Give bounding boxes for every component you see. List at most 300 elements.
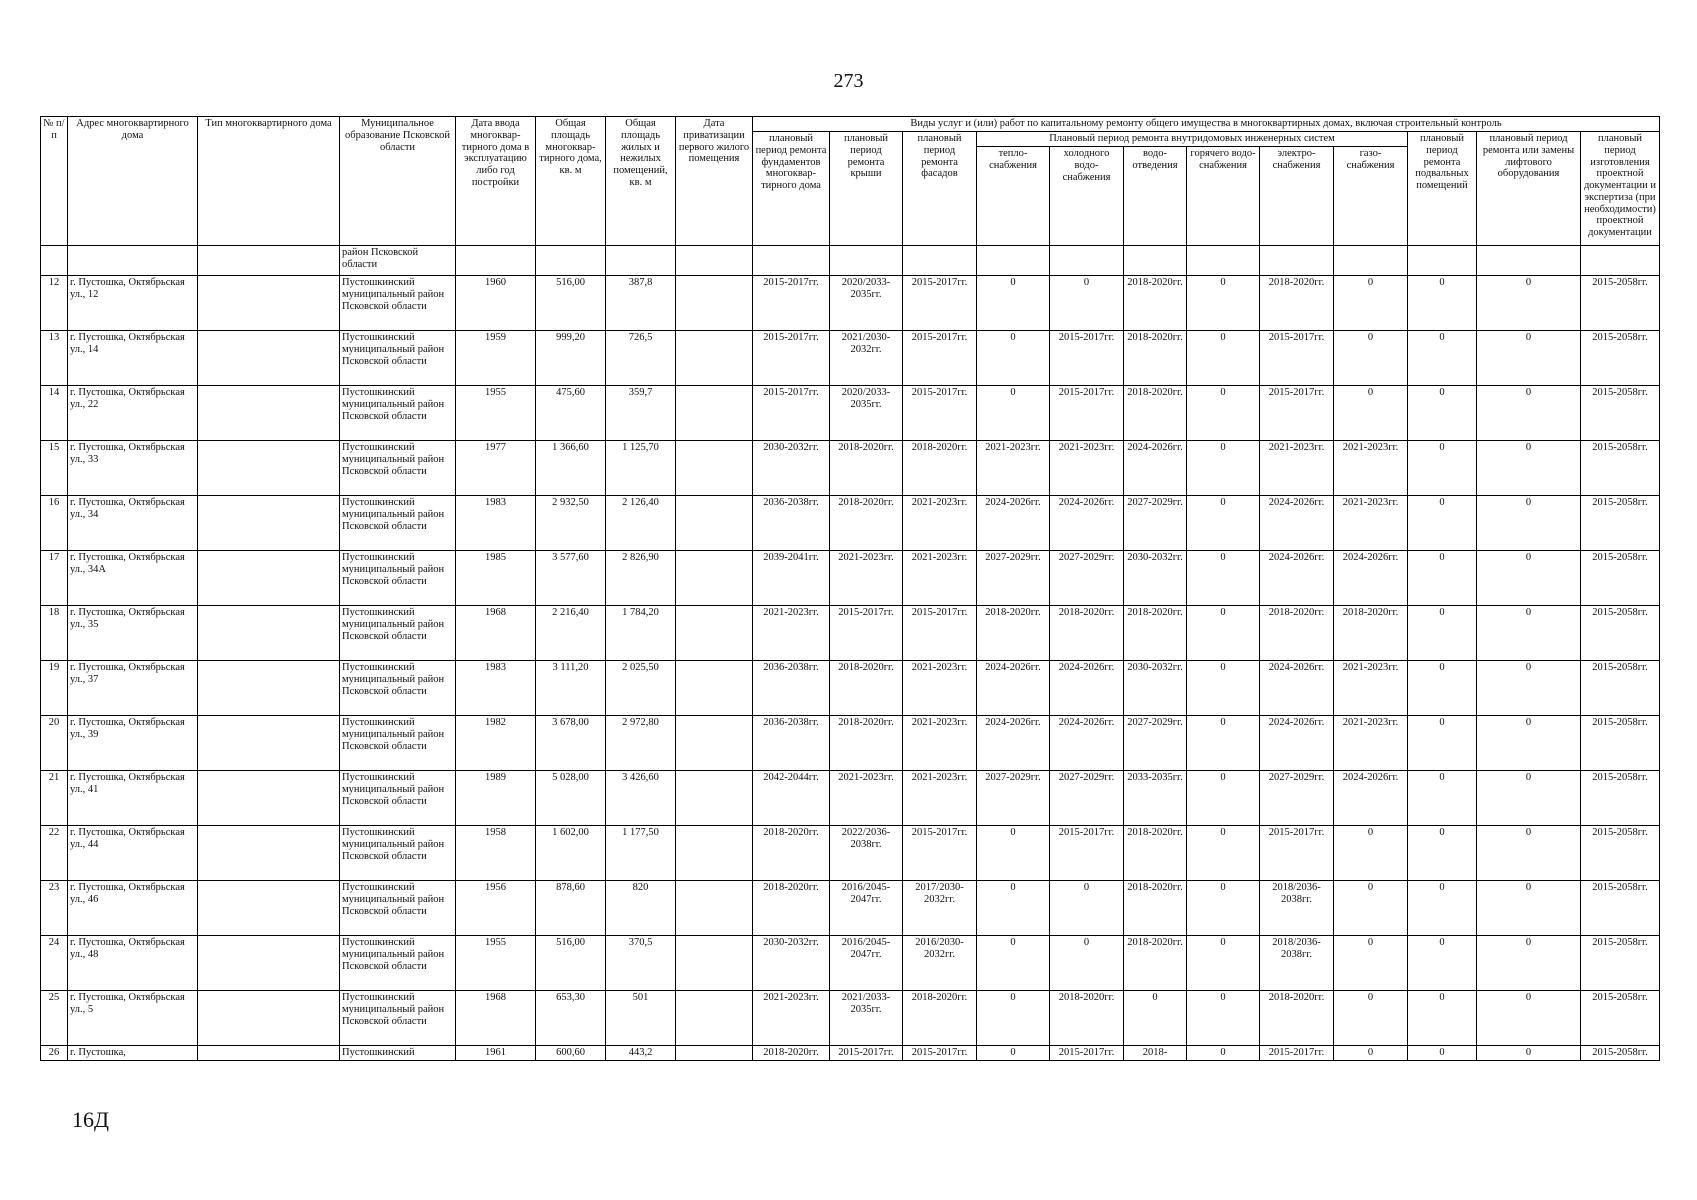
cell-heating: 0 bbox=[977, 1046, 1050, 1061]
cell-roof: 2016/2045-2047гг. bbox=[830, 936, 903, 991]
cell-cold-water: 2021-2023гг. bbox=[1050, 441, 1124, 496]
cell-foundation: 2015-2017гг. bbox=[753, 331, 830, 386]
cell-sewerage: 2018- bbox=[1124, 1046, 1187, 1061]
cell-total-area: 516,00 bbox=[536, 276, 606, 331]
cell-cold-water: 2027-2029гг. bbox=[1050, 771, 1124, 826]
cell-sewerage: 2027-2029гг. bbox=[1124, 716, 1187, 771]
cell-foundation: 2036-2038гг. bbox=[753, 496, 830, 551]
cell-electricity: 2015-2017гг. bbox=[1260, 1046, 1334, 1061]
cell-foundation: 2015-2017гг. bbox=[753, 276, 830, 331]
cell-elevator: 0 bbox=[1477, 496, 1581, 551]
cell-year: 1968 bbox=[456, 606, 536, 661]
cell-total-area: 600,60 bbox=[536, 1046, 606, 1061]
cell-address: г. Пустошка, Октябрьская ул., 22 bbox=[68, 386, 198, 441]
cell-cold-water: 2015-2017гг. bbox=[1050, 386, 1124, 441]
cell-num: 23 bbox=[41, 881, 68, 936]
cell-roof: 2018-2020гг. bbox=[830, 496, 903, 551]
cell-num: 14 bbox=[41, 386, 68, 441]
cell-year: 1958 bbox=[456, 826, 536, 881]
cell-basement: 0 bbox=[1408, 991, 1477, 1046]
cell-num: 15 bbox=[41, 441, 68, 496]
cell-electricity: 2021-2023гг. bbox=[1260, 441, 1334, 496]
header-engineering-group: Плановый период ремонта внутридомовых инженерных систем bbox=[977, 132, 1408, 147]
cell-type bbox=[198, 826, 340, 881]
cell-design: 2015-2058гг. bbox=[1581, 661, 1660, 716]
cell-privatization bbox=[676, 386, 753, 441]
header-foundation: плановый период ремонта фундаментов многоквар-тирного дома bbox=[753, 132, 830, 246]
cell-cold-water: 0 bbox=[1050, 881, 1124, 936]
cell-sewerage: 2018-2020гг. bbox=[1124, 826, 1187, 881]
cell-facade: 2021-2023гг. bbox=[903, 661, 977, 716]
cell-basement: 0 bbox=[1408, 936, 1477, 991]
page-number: 273 bbox=[833, 70, 864, 92]
cell-living-area: 2 972,80 bbox=[606, 716, 676, 771]
cell-sewerage: 2030-2032гг. bbox=[1124, 551, 1187, 606]
cell-hot-water: 0 bbox=[1187, 936, 1260, 991]
cell-sewerage: 2027-2029гг. bbox=[1124, 496, 1187, 551]
cell-facade: 2021-2023гг. bbox=[903, 771, 977, 826]
cell-address: г. Пустошка, Октябрьская ул., 41 bbox=[68, 771, 198, 826]
cell-foundation: 2030-2032гг. bbox=[753, 936, 830, 991]
cell-facade: 2016/2030-2032гг. bbox=[903, 936, 977, 991]
cell-num: 22 bbox=[41, 826, 68, 881]
cell-sewerage: 2018-2020гг. bbox=[1124, 276, 1187, 331]
cell-electricity: 2015-2017гг. bbox=[1260, 386, 1334, 441]
cell-elevator: 0 bbox=[1477, 991, 1581, 1046]
cell-living-area: 1 177,50 bbox=[606, 826, 676, 881]
table-row bbox=[41, 771, 1660, 826]
table-row bbox=[41, 386, 1660, 441]
header-privatization-date: Дата приватизации первого жилого помещения bbox=[676, 117, 753, 246]
cell-total-area: 516,00 bbox=[536, 936, 606, 991]
cell-address: г. Пустошка, Октябрьская ул., 39 bbox=[68, 716, 198, 771]
cell-design: 2015-2058гг. bbox=[1581, 991, 1660, 1046]
cell-electricity: 2018/2036-2038гг. bbox=[1260, 936, 1334, 991]
header-elevator: плановый период ремонта или замены лифтового оборудования bbox=[1477, 132, 1581, 246]
cell-facade: 2018-2020гг. bbox=[903, 991, 977, 1046]
cell-sewerage: 2024-2026гг. bbox=[1124, 441, 1187, 496]
cell-design: 2015-2058гг. bbox=[1581, 936, 1660, 991]
cell-foundation: 2039-2041гг. bbox=[753, 551, 830, 606]
cell-gas: 0 bbox=[1334, 1046, 1408, 1061]
cell-municipality: Пустошкинский муниципальный район Псковской области bbox=[340, 551, 456, 606]
table-row bbox=[41, 991, 1660, 1046]
cell-electricity: 2015-2017гг. bbox=[1260, 331, 1334, 386]
cell-sewerage: 2030-2032гг. bbox=[1124, 661, 1187, 716]
cell-facade: 2015-2017гг. bbox=[903, 606, 977, 661]
cell-hot-water: 0 bbox=[1187, 826, 1260, 881]
cell-heating: 2018-2020гг. bbox=[977, 606, 1050, 661]
cell-heating: 0 bbox=[977, 386, 1050, 441]
cell-heating: 0 bbox=[977, 826, 1050, 881]
table-row bbox=[41, 276, 1660, 331]
cell-sewerage: 2018-2020гг. bbox=[1124, 331, 1187, 386]
table-header bbox=[41, 117, 1660, 246]
cell-living-area: 370,5 bbox=[606, 936, 676, 991]
cell-design: 2015-2058гг. bbox=[1581, 771, 1660, 826]
cell-num: 19 bbox=[41, 661, 68, 716]
cell-elevator: 0 bbox=[1477, 881, 1581, 936]
header-municipality: Муниципальное образование Псковской области bbox=[340, 117, 456, 246]
cell-year: 1968 bbox=[456, 991, 536, 1046]
cell-design: 2015-2058гг. bbox=[1581, 826, 1660, 881]
cell-num: 17 bbox=[41, 551, 68, 606]
cell-type bbox=[198, 386, 340, 441]
cell-municipality: Пустошкинский муниципальный район Псковской области bbox=[340, 276, 456, 331]
footer-document-code: 16Д bbox=[72, 1107, 110, 1132]
cell-cold-water: 0 bbox=[1050, 936, 1124, 991]
cell-hot-water: 0 bbox=[1187, 771, 1260, 826]
cell-municipality: Пустошкинский муниципальный район Псковской области bbox=[340, 826, 456, 881]
cell-address: г. Пустошка, Октябрьская ул., 34 bbox=[68, 496, 198, 551]
cell-num: 26 bbox=[41, 1046, 68, 1061]
cell-cold-water: 2024-2026гг. bbox=[1050, 661, 1124, 716]
cell-elevator: 0 bbox=[1477, 606, 1581, 661]
cell-privatization bbox=[676, 331, 753, 386]
cell-foundation: 2036-2038гг. bbox=[753, 716, 830, 771]
cell-gas: 0 bbox=[1334, 331, 1408, 386]
cell-basement: 0 bbox=[1408, 276, 1477, 331]
table-row bbox=[41, 496, 1660, 551]
cell-address: г. Пустошка, Октябрьская ул., 34А bbox=[68, 551, 198, 606]
cell-heating: 0 bbox=[977, 991, 1050, 1046]
cell-basement: 0 bbox=[1408, 716, 1477, 771]
cell-hot-water: 0 bbox=[1187, 276, 1260, 331]
cell-elevator: 0 bbox=[1477, 331, 1581, 386]
cell-gas: 0 bbox=[1334, 276, 1408, 331]
cell-num: 18 bbox=[41, 606, 68, 661]
cell-foundation: 2021-2023гг. bbox=[753, 606, 830, 661]
header-living-area: Общая площадь жилых и нежилых помещений, кв. м bbox=[606, 117, 676, 246]
table-row bbox=[41, 661, 1660, 716]
cell-hot-water: 0 bbox=[1187, 441, 1260, 496]
cell-gas: 2021-2023гг. bbox=[1334, 661, 1408, 716]
cell-gas: 2021-2023гг. bbox=[1334, 496, 1408, 551]
cell-facade: 2015-2017гг. bbox=[903, 1046, 977, 1061]
cell-hot-water: 0 bbox=[1187, 991, 1260, 1046]
cell-living-area: 820 bbox=[606, 881, 676, 936]
header-roof: плановый период ремонта крыши bbox=[830, 132, 903, 246]
cell-type bbox=[198, 936, 340, 991]
cell-facade: 2021-2023гг. bbox=[903, 551, 977, 606]
cell-year: 1977 bbox=[456, 441, 536, 496]
cell-design: 2015-2058гг. bbox=[1581, 386, 1660, 441]
header-hot-water: горячего водо-снабжения bbox=[1187, 147, 1260, 246]
capital-repair-table bbox=[40, 116, 1660, 1061]
cell-basement: 0 bbox=[1408, 551, 1477, 606]
cell-basement: 0 bbox=[1408, 441, 1477, 496]
cell-heating: 0 bbox=[977, 881, 1050, 936]
header-heating: тепло-снабжения bbox=[977, 147, 1050, 246]
cell-roof: 2021-2023гг. bbox=[830, 771, 903, 826]
cell-roof: 2021/2033-2035гг. bbox=[830, 991, 903, 1046]
cell-gas: 2018-2020гг. bbox=[1334, 606, 1408, 661]
cell-elevator: 0 bbox=[1477, 661, 1581, 716]
header-cold-water: холодного водо-снабжения bbox=[1050, 147, 1124, 246]
cell-gas: 2021-2023гг. bbox=[1334, 441, 1408, 496]
cell-elevator: 0 bbox=[1477, 716, 1581, 771]
cell-heating: 2027-2029гг. bbox=[977, 551, 1050, 606]
cell-hot-water: 0 bbox=[1187, 331, 1260, 386]
cell-electricity: 2024-2026гг. bbox=[1260, 551, 1334, 606]
cell-year: 1983 bbox=[456, 661, 536, 716]
cell-electricity: 2018-2020гг. bbox=[1260, 276, 1334, 331]
cell-address: г. Пустошка, Октябрьская ул., 48 bbox=[68, 936, 198, 991]
cell-hot-water: 0 bbox=[1187, 716, 1260, 771]
cell-type bbox=[198, 881, 340, 936]
cell-electricity: 2015-2017гг. bbox=[1260, 826, 1334, 881]
cell-design: 2015-2058гг. bbox=[1581, 331, 1660, 386]
cell-electricity: 2018-2020гг. bbox=[1260, 991, 1334, 1046]
cell-privatization bbox=[676, 661, 753, 716]
cell-privatization bbox=[676, 936, 753, 991]
cell-gas: 0 bbox=[1334, 826, 1408, 881]
cell-total-area: 3 678,00 bbox=[536, 716, 606, 771]
cell-roof: 2015-2017гг. bbox=[830, 606, 903, 661]
cell-type bbox=[198, 716, 340, 771]
cell-cold-water: 0 bbox=[1050, 276, 1124, 331]
cell-sewerage: 0 bbox=[1124, 991, 1187, 1046]
cell-total-area: 1 602,00 bbox=[536, 826, 606, 881]
cell-roof: 2015-2017гг. bbox=[830, 1046, 903, 1061]
cell-elevator: 0 bbox=[1477, 386, 1581, 441]
cell-municipality: Пустошкинский муниципальный район Псковской области bbox=[340, 991, 456, 1046]
cell-facade: 2015-2017гг. bbox=[903, 826, 977, 881]
cell-hot-water: 0 bbox=[1187, 1046, 1260, 1061]
cell-privatization bbox=[676, 826, 753, 881]
cell-gas: 0 bbox=[1334, 881, 1408, 936]
cell-address: г. Пустошка, Октябрьская ул., 12 bbox=[68, 276, 198, 331]
cell-electricity: 2024-2026гг. bbox=[1260, 716, 1334, 771]
cell-facade: 2015-2017гг. bbox=[903, 386, 977, 441]
cell-type bbox=[198, 991, 340, 1046]
cell-year: 1956 bbox=[456, 881, 536, 936]
cell-roof: 2022/2036-2038гг. bbox=[830, 826, 903, 881]
cell-gas: 2024-2026гг. bbox=[1334, 771, 1408, 826]
cell-cold-water: 2015-2017гг. bbox=[1050, 1046, 1124, 1061]
cell-roof: 2016/2045-2047гг. bbox=[830, 881, 903, 936]
header-basement: плановый период ремонта подвальных помещений bbox=[1408, 132, 1477, 246]
cell-total-area: 3 577,60 bbox=[536, 551, 606, 606]
header-electricity: электро-снабжения bbox=[1260, 147, 1334, 246]
cell-year: 1955 bbox=[456, 936, 536, 991]
table-row bbox=[41, 606, 1660, 661]
cell-design: 2015-2058гг. bbox=[1581, 276, 1660, 331]
cell-hot-water: 0 bbox=[1187, 496, 1260, 551]
cell-type bbox=[198, 551, 340, 606]
cell-elevator: 0 bbox=[1477, 551, 1581, 606]
cell-total-area: 5 028,00 bbox=[536, 771, 606, 826]
cell-basement: 0 bbox=[1408, 331, 1477, 386]
cell-total-area: 878,60 bbox=[536, 881, 606, 936]
cell-elevator: 0 bbox=[1477, 771, 1581, 826]
cell-privatization bbox=[676, 441, 753, 496]
cell-living-area: 2 826,90 bbox=[606, 551, 676, 606]
cell-cold-water: 2024-2026гг. bbox=[1050, 716, 1124, 771]
cell-address: г. Пустошка, Октябрьская ул., 5 bbox=[68, 991, 198, 1046]
cell-gas: 0 bbox=[1334, 991, 1408, 1046]
cell-foundation: 2018-2020гг. bbox=[753, 1046, 830, 1061]
cell-address: г. Пустошка, Октябрьская ул., 44 bbox=[68, 826, 198, 881]
cell-heating: 2024-2026гг. bbox=[977, 496, 1050, 551]
cell-sewerage: 2018-2020гг. bbox=[1124, 606, 1187, 661]
cell-facade: 2015-2017гг. bbox=[903, 331, 977, 386]
header-facade: плановый период ремонта фасадов bbox=[903, 132, 977, 246]
cell-facade: 2021-2023гг. bbox=[903, 716, 977, 771]
cell-design: 2015-2058гг. bbox=[1581, 716, 1660, 771]
cell-foundation: 2015-2017гг. bbox=[753, 386, 830, 441]
table-row bbox=[41, 551, 1660, 606]
cell-hot-water: 0 bbox=[1187, 606, 1260, 661]
cell-cold-water: 2027-2029гг. bbox=[1050, 551, 1124, 606]
table-row bbox=[41, 331, 1660, 386]
cell-type bbox=[198, 606, 340, 661]
cell-num: 13 bbox=[41, 331, 68, 386]
cell-facade: 2017/2030-2032гг. bbox=[903, 881, 977, 936]
cell-privatization bbox=[676, 606, 753, 661]
header-commission-date: Дата ввода многоквар-тирного дома в эксплуатацию либо год постройки bbox=[456, 117, 536, 246]
table-row bbox=[41, 936, 1660, 991]
cell-address: г. Пустошка, Октябрьская ул., 37 bbox=[68, 661, 198, 716]
cell-living-area: 3 426,60 bbox=[606, 771, 676, 826]
cell-elevator: 0 bbox=[1477, 826, 1581, 881]
cell-year: 1955 bbox=[456, 386, 536, 441]
cell-privatization bbox=[676, 551, 753, 606]
cell-elevator: 0 bbox=[1477, 936, 1581, 991]
cell-privatization bbox=[676, 276, 753, 331]
cell-hot-water: 0 bbox=[1187, 881, 1260, 936]
cell-municipality: Пустошкинский муниципальный район Псковской области bbox=[340, 661, 456, 716]
table-row-partial bbox=[41, 1046, 1660, 1061]
cell-municipality: Пустошкинский муниципальный район Псковской области bbox=[340, 881, 456, 936]
cell-sewerage: 2018-2020гг. bbox=[1124, 386, 1187, 441]
cell-foundation: 2036-2038гг. bbox=[753, 661, 830, 716]
cell-municipality: Пустошкинский bbox=[340, 1046, 456, 1061]
cell-total-area: 2 932,50 bbox=[536, 496, 606, 551]
cell-foundation: 2018-2020гг. bbox=[753, 826, 830, 881]
cell-municipality: Пустошкинский муниципальный район Псковской области bbox=[340, 936, 456, 991]
cell-gas: 2021-2023гг. bbox=[1334, 716, 1408, 771]
cell-address: г. Пустошка, Октябрьская ул., 46 bbox=[68, 881, 198, 936]
cell-heating: 2024-2026гг. bbox=[977, 661, 1050, 716]
cell-municipality: Пустошкинский муниципальный район Псковской области bbox=[340, 716, 456, 771]
cell-municipality: Пустошкинский муниципальный район Псковской области bbox=[340, 441, 456, 496]
cell-municipality: Пустошкинский муниципальный район Псковской области bbox=[340, 771, 456, 826]
header-address: Адрес многоквартирного дома bbox=[68, 117, 198, 246]
cell-hot-water: 0 bbox=[1187, 661, 1260, 716]
cell-type bbox=[198, 771, 340, 826]
cell-privatization bbox=[676, 991, 753, 1046]
cell-elevator: 0 bbox=[1477, 276, 1581, 331]
cell-design: 2015-2058гг. bbox=[1581, 551, 1660, 606]
cell-privatization bbox=[676, 496, 753, 551]
cell-design: 2015-2058гг. bbox=[1581, 606, 1660, 661]
cell-living-area: 2 025,50 bbox=[606, 661, 676, 716]
cell-type bbox=[198, 496, 340, 551]
cell-roof: 2018-2020гг. bbox=[830, 661, 903, 716]
cell-num: 24 bbox=[41, 936, 68, 991]
cell-heating: 0 bbox=[977, 276, 1050, 331]
cell-cold-water: 2018-2020гг. bbox=[1050, 606, 1124, 661]
cell-electricity: 2018/2036-2038гг. bbox=[1260, 881, 1334, 936]
cell-basement: 0 bbox=[1408, 606, 1477, 661]
cell-basement: 0 bbox=[1408, 881, 1477, 936]
cell-foundation: 2042-2044гг. bbox=[753, 771, 830, 826]
table-row bbox=[41, 881, 1660, 936]
cell-address: г. Пустошка, Октябрьская ул., 33 bbox=[68, 441, 198, 496]
header-works-group: Виды услуг и (или) работ по капитальному ремонту общего имущества в многоквартирных домах, включая строительный контроль bbox=[753, 117, 1660, 132]
cell-heating: 0 bbox=[977, 936, 1050, 991]
cell-facade: 2018-2020гг. bbox=[903, 441, 977, 496]
table-row bbox=[41, 716, 1660, 771]
cell-year: 1961 bbox=[456, 1046, 536, 1061]
cell-heating: 2021-2023гг. bbox=[977, 441, 1050, 496]
cell-hot-water: 0 bbox=[1187, 386, 1260, 441]
cell-sewerage: 2033-2035гг. bbox=[1124, 771, 1187, 826]
cell-num: 16 bbox=[41, 496, 68, 551]
cell-privatization bbox=[676, 1046, 753, 1061]
cell-type bbox=[198, 441, 340, 496]
cell-year: 1983 bbox=[456, 496, 536, 551]
table-row bbox=[41, 441, 1660, 496]
cell-sewerage: 2018-2020гг. bbox=[1124, 881, 1187, 936]
table-row bbox=[41, 826, 1660, 881]
cell-year: 1989 bbox=[456, 771, 536, 826]
cell-privatization bbox=[676, 716, 753, 771]
cell-heating: 2027-2029гг. bbox=[977, 771, 1050, 826]
cell-municipality: Пустошкинский муниципальный район Псковской области bbox=[340, 386, 456, 441]
cell-privatization bbox=[676, 881, 753, 936]
cell-living-area: 359,7 bbox=[606, 386, 676, 441]
cell-elevator: 0 bbox=[1477, 441, 1581, 496]
cell-type bbox=[198, 276, 340, 331]
cell-municipality: район Псковской области bbox=[340, 246, 456, 276]
cell-type bbox=[198, 331, 340, 386]
cell-year: 1959 bbox=[456, 331, 536, 386]
cell-total-area: 999,20 bbox=[536, 331, 606, 386]
continuation-row bbox=[41, 246, 1660, 276]
cell-cold-water: 2024-2026гг. bbox=[1050, 496, 1124, 551]
cell-gas: 0 bbox=[1334, 386, 1408, 441]
cell-roof: 2021-2023гг. bbox=[830, 551, 903, 606]
cell-total-area: 475,60 bbox=[536, 386, 606, 441]
cell-gas: 2024-2026гг. bbox=[1334, 551, 1408, 606]
cell-year: 1960 bbox=[456, 276, 536, 331]
header-type: Тип многоквартирного дома bbox=[198, 117, 340, 246]
cell-design: 2015-2058гг. bbox=[1581, 441, 1660, 496]
cell-privatization bbox=[676, 771, 753, 826]
cell-type bbox=[198, 1046, 340, 1061]
cell-elevator: 0 bbox=[1477, 1046, 1581, 1061]
cell-total-area: 653,30 bbox=[536, 991, 606, 1046]
header-sewerage: водо-отведения bbox=[1124, 147, 1187, 246]
cell-basement: 0 bbox=[1408, 386, 1477, 441]
cell-address: г. Пустошка, Октябрьская ул., 35 bbox=[68, 606, 198, 661]
cell-year: 1985 bbox=[456, 551, 536, 606]
cell-municipality: Пустошкинский муниципальный район Псковской области bbox=[340, 496, 456, 551]
cell-living-area: 1 125,70 bbox=[606, 441, 676, 496]
cell-municipality: Пустошкинский муниципальный район Псковской области bbox=[340, 606, 456, 661]
cell-heating: 2024-2026гг. bbox=[977, 716, 1050, 771]
header-design: плановый период изготовления проектной документации и экспертиза (при необходимости) проектной документации bbox=[1581, 132, 1660, 246]
cell-roof: 2018-2020гг. bbox=[830, 441, 903, 496]
cell-electricity: 2024-2026гг. bbox=[1260, 496, 1334, 551]
cell-cold-water: 2018-2020гг. bbox=[1050, 991, 1124, 1046]
cell-cold-water: 2015-2017гг. bbox=[1050, 331, 1124, 386]
cell-roof: 2020/2033-2035гг. bbox=[830, 276, 903, 331]
cell-foundation: 2018-2020гг. bbox=[753, 881, 830, 936]
cell-hot-water: 0 bbox=[1187, 551, 1260, 606]
